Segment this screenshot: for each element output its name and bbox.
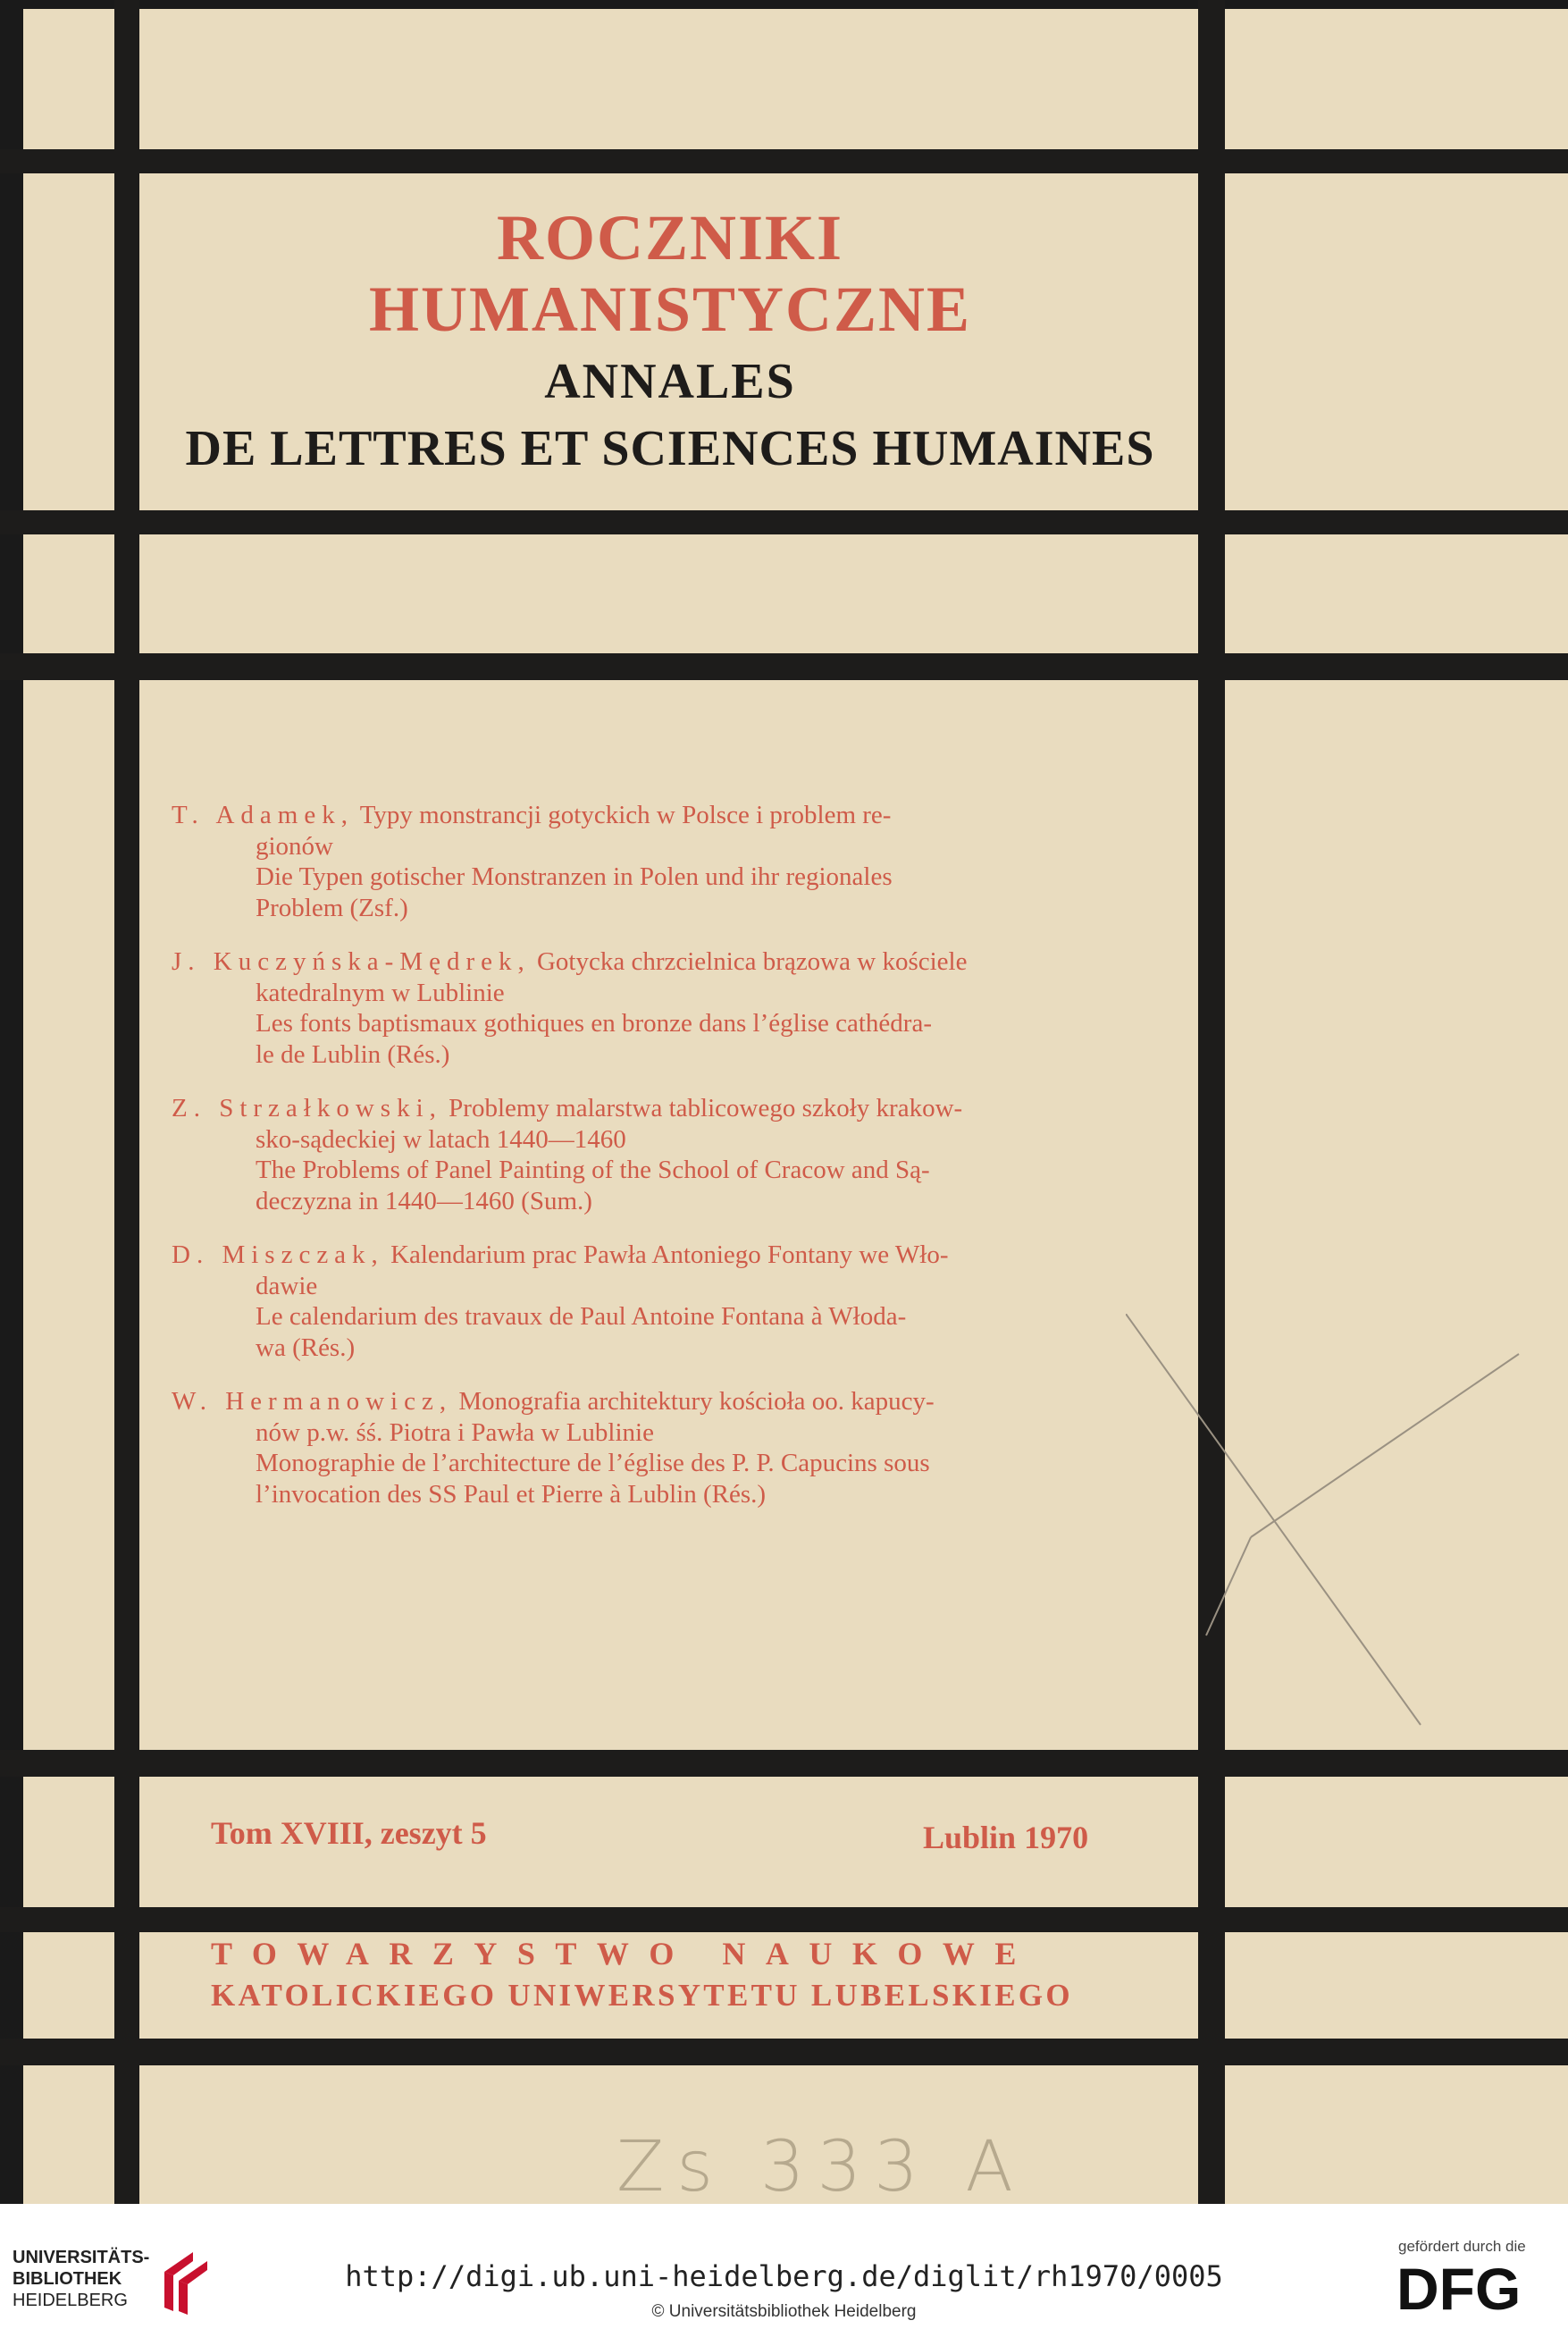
library-name-line1: UNIVERSITÄTS- [13, 2248, 150, 2267]
toc-entry-first-line [172, 800, 1163, 831]
toc-entry [172, 1093, 1163, 1216]
toc-author: Z. Strzałkowski, [172, 1094, 442, 1122]
journal-subtitle-line1: ANNALES [544, 354, 796, 409]
toc-author: T. Adamek, [172, 801, 354, 829]
permalink-url[interactable]: http://digi.ub.uni-heidelberg.de/diglit/rh1970/0005 [345, 2259, 1223, 2293]
toc-title-line: nów p.w. śś. Piotra i Pawła w Lublinie [256, 1417, 654, 1447]
toc-entry [172, 800, 1163, 923]
toc-title-line: katedralnym w Lublinie [256, 978, 505, 1007]
toc-entry [172, 946, 1163, 1070]
viewer-footer [0, 2204, 1568, 2329]
dfg-logo-text: DFG [1396, 2259, 1522, 2315]
toc-title-line: Les fonts baptismaux gothiques en bronze dans l’église cathédra- [256, 1009, 932, 1038]
publisher-line1: TOWARZYSTWO NAUKOWE [211, 1936, 1036, 1972]
toc-entry-first-line [172, 946, 1163, 978]
toc-author: J. Kuczyńska-Mędrek, [172, 947, 531, 976]
toc-title-line: The Problems of Panel Painting of the School of Cracow and Są- [256, 1156, 930, 1184]
frame-bar-h1 [0, 149, 1568, 173]
toc-title-line: Le calendarium des travaux de Paul Antoine Fontana à Włoda- [256, 1302, 907, 1331]
toc-title-line: deczyzna in 1440—1460 (Sum.) [256, 1186, 592, 1215]
toc-title-line: Gotycka chrzcielnica brązowa w kościele [536, 947, 968, 976]
toc-title-line: Problem (Zsf.) [256, 893, 408, 922]
toc-title-line: dawie [256, 1271, 318, 1300]
pencil-cross-mark [1126, 1314, 1537, 1734]
frame-bar-h6 [0, 2039, 1568, 2065]
toc-title-line: wa (Rés.) [256, 1333, 356, 1362]
toc-author: W. Hermanowicz, [172, 1387, 453, 1416]
dfg-logo-icon [1396, 2259, 1548, 2315]
frame-bar-h2 [0, 510, 1568, 534]
toc-entry-first-line [172, 1386, 1163, 1417]
toc-entry-first-line [172, 1093, 1163, 1124]
toc-title-line: gionów [256, 831, 333, 861]
toc-title-line: Problemy malarstwa tablicowego szkoły krakow- [449, 1094, 963, 1122]
toc-title-line: Monographie de l’architecture de l’église des P. P. Capucins sous [256, 1449, 930, 1477]
journal-subtitle-line2: DE LETTRES ET SCIENCES HUMAINES [185, 421, 1155, 476]
toc-entry [172, 1386, 1163, 1509]
funded-by-label: gefördert durch die [1398, 2238, 1526, 2255]
toc-entry-first-line [172, 1240, 1163, 1271]
place-year: Lublin 1970 [923, 1820, 1089, 1855]
table-of-contents [172, 800, 1163, 1533]
library-name-line2: BIBLIOTHEK [13, 2269, 122, 2289]
toc-title-line: le de Lublin (Rés.) [256, 1039, 450, 1069]
publisher-line2: KATOLICKIEGO UNIWERSYTETU LUBELSKIEGO [211, 1978, 1073, 2013]
handwritten-shelfmark: Zs 333 A [616, 2127, 1026, 2204]
toc-title-line: l’invocation des SS Paul et Pierre à Lublin (Rés.) [256, 1479, 767, 1509]
copyright-notice: © Universitätsbibliothek Heidelberg [651, 2302, 917, 2321]
toc-author: D. Miszczak, [172, 1240, 384, 1269]
frame-bar-h5 [0, 1907, 1568, 1932]
library-name-line3: HEIDELBERG [13, 2291, 128, 2310]
journal-title-line2: HUMANISTYCZNE [368, 273, 972, 345]
toc-title-line: Typy monstrancji gotyckich w Polsce i problem re- [359, 801, 892, 829]
toc-entry [172, 1240, 1163, 1363]
toc-title-line: sko-sądeckiej w latach 1440—1460 [256, 1124, 626, 1154]
frame-bar-h4 [0, 1750, 1568, 1777]
journal-title-line1: ROCZNIKI [496, 202, 844, 273]
toc-title-line: Die Typen gotischer Monstranzen in Polen und ihr regionales [256, 862, 893, 891]
toc-title-line: Kalendarium prac Pawła Antoniego Fontany we Wło- [390, 1240, 949, 1269]
toc-title-line: Monografia architektury kościoła oo. kapucy- [458, 1387, 935, 1416]
frame-bar-h3 [0, 653, 1568, 680]
volume-issue: Tom XVIII, zeszyt 5 [211, 1815, 487, 1851]
